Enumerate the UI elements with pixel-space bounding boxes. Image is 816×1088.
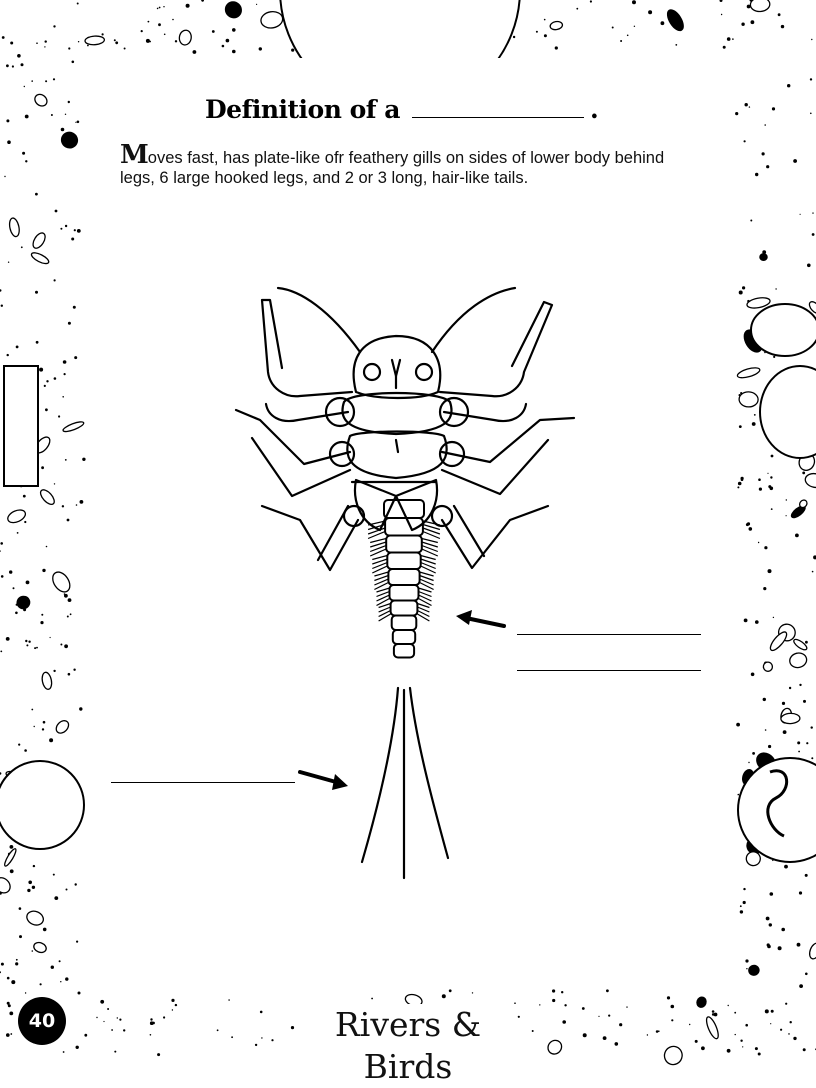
title-period: .	[589, 95, 599, 124]
arrow-left-icon	[452, 608, 508, 634]
gill-filament	[420, 572, 434, 576]
gill-filament	[421, 556, 436, 560]
abdomen-segment	[387, 553, 420, 570]
page-title: Definition of a	[205, 95, 400, 124]
abdomen-segment	[393, 630, 415, 644]
abdomen-segment	[386, 536, 422, 553]
gill-filament	[419, 588, 432, 592]
gills-answer-blank-2[interactable]	[517, 670, 701, 671]
gill-filament	[370, 539, 386, 543]
gill-filament	[422, 539, 438, 543]
book-title: Rivers & Birds	[300, 1004, 516, 1088]
definition-body: oves fast, has plate-like ofr feathery gills on sides of lower body behind legs, 6 large hooked legs, and 2 or 3 long, hair-like tails.	[120, 149, 665, 187]
gill-filament	[374, 572, 388, 576]
page-number-badge	[18, 997, 66, 1045]
gill-filament	[417, 604, 429, 608]
abdomen-segment	[391, 601, 418, 616]
gills-answer-blank-1[interactable]	[517, 634, 701, 635]
abdomen-segment	[392, 616, 417, 631]
gill-filament	[372, 556, 387, 560]
abdomen-segment	[388, 569, 419, 585]
gill-filament	[377, 588, 390, 592]
arrow-right-icon	[296, 764, 352, 792]
drop-cap: M	[120, 140, 148, 170]
abdomen-segment	[390, 585, 419, 601]
tails-answer-blank[interactable]	[111, 782, 295, 783]
gill-filament	[423, 521, 440, 525]
gill-filament	[379, 604, 391, 608]
page-number: 40	[28, 1010, 56, 1032]
abdomen-segment	[394, 644, 414, 658]
